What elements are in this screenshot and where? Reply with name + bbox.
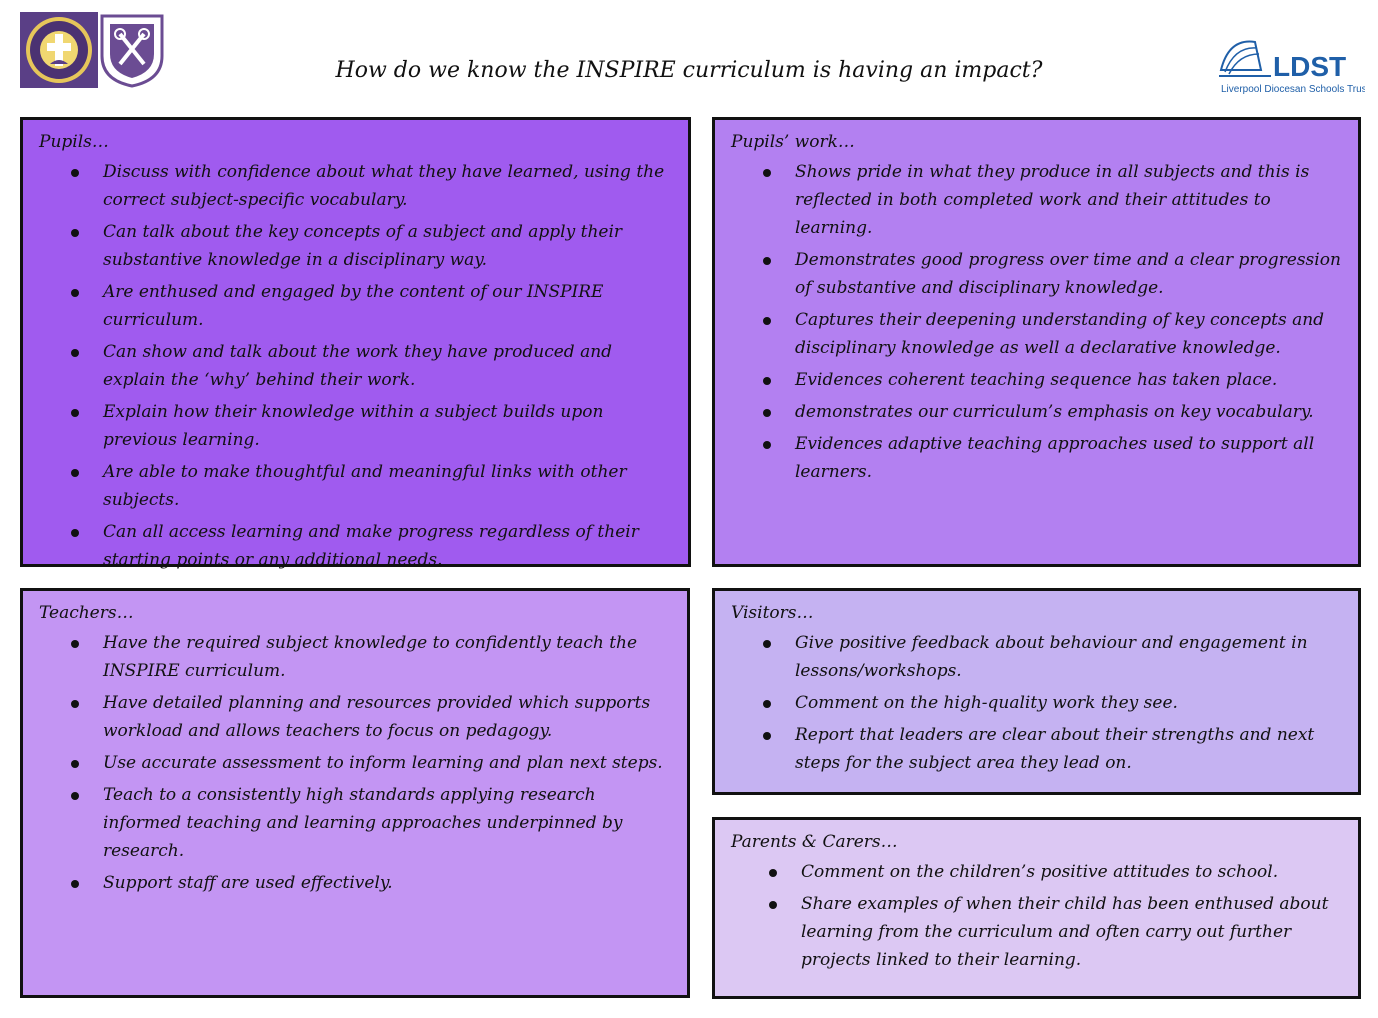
ldst-caption: Liverpool Diocesan Schools Trust: [1221, 84, 1365, 95]
parents-carers-title: Parents & Carers…: [731, 832, 898, 852]
list-item: [731, 858, 1342, 886]
parents-carers-list: [731, 858, 1342, 974]
list-item: [39, 398, 672, 454]
bullet-icon: [71, 529, 79, 537]
list-item-text: Report that leaders are clear about their strengths and next steps for the subject area they lead on.: [795, 725, 1315, 773]
list-item: [731, 890, 1342, 974]
pupils-work-list: [731, 158, 1342, 486]
pupils-panel: [20, 117, 691, 570]
list-item: [731, 158, 1342, 242]
list-item: [731, 430, 1342, 486]
pupils-list: [39, 158, 672, 574]
pupils-work-title: Pupils’ work…: [731, 132, 855, 152]
list-item-text: Evidences adaptive teaching approaches used to support all learners.: [795, 434, 1315, 482]
list-item-text: Discuss with confidence about what they have learned, using the correct subject-specific vocabulary.: [103, 162, 665, 210]
list-item-text: Captures their deepening understanding of key concepts and disciplinary knowledge as well a declarative knowledge.: [795, 310, 1325, 358]
bullet-icon: [763, 317, 771, 325]
list-item-text: Can show and talk about the work they have produced and explain the ‘why’ behind their work.: [103, 342, 613, 390]
list-item: [731, 629, 1342, 685]
list-item-text: Evidences coherent teaching sequence has taken place.: [795, 370, 1278, 390]
parents-carers-panel: [712, 817, 1361, 999]
list-item: [39, 158, 672, 214]
list-item-text: Teach to a consistently high standards applying research informed teaching and learning approaches underpinned by research.: [103, 785, 623, 861]
list-item: [731, 366, 1342, 394]
list-item: [731, 246, 1342, 302]
bullet-icon: [763, 409, 771, 417]
list-item-text: Share examples of when their child has been enthused about learning from the curriculum and often carry out further projects linked to their learning.: [801, 894, 1329, 970]
bullet-icon: [71, 289, 79, 297]
list-item-text: Support staff are used effectively.: [103, 873, 393, 893]
bullet-icon: [769, 901, 777, 909]
list-item: [39, 278, 672, 334]
bullet-icon: [71, 880, 79, 888]
list-item: [731, 398, 1342, 426]
list-item: [39, 781, 671, 865]
bullet-icon: [71, 229, 79, 237]
list-item-text: Explain how their knowledge within a subject builds upon previous learning.: [103, 402, 604, 450]
bullet-icon: [71, 640, 79, 648]
list-item: [731, 689, 1342, 717]
list-item-text: Are able to make thoughtful and meaningful links with other subjects.: [103, 462, 627, 510]
pupils-title: Pupils…: [39, 132, 109, 152]
bullet-icon: [71, 700, 79, 708]
list-item: [39, 749, 671, 777]
list-item-text: Have the required subject knowledge to confidently teach the INSPIRE curriculum.: [103, 633, 638, 681]
list-item-text: Can all access learning and make progress regardless of their starting points or any additional needs.: [103, 522, 639, 570]
list-item-text: Comment on the children’s positive attitudes to school.: [801, 862, 1279, 882]
teachers-title: Teachers…: [39, 603, 134, 623]
list-item: [39, 338, 672, 394]
list-item: [39, 629, 671, 685]
bullet-icon: [769, 869, 777, 877]
bullet-icon: [71, 169, 79, 177]
bullet-icon: [763, 640, 771, 648]
list-item: [39, 689, 671, 745]
list-item-text: Comment on the high-quality work they see.: [795, 693, 1178, 713]
list-item: [731, 721, 1342, 777]
bullet-icon: [763, 377, 771, 385]
teachers-list: [39, 629, 671, 897]
bullet-icon: [763, 169, 771, 177]
bullet-icon: [763, 441, 771, 449]
teachers-panel: [20, 588, 690, 998]
bullet-icon: [71, 760, 79, 768]
list-item-text: Use accurate assessment to inform learning and plan next steps.: [103, 753, 663, 773]
bullet-icon: [763, 732, 771, 740]
list-item: [731, 306, 1342, 362]
list-item-text: Have detailed planning and resources provided which supports workload and allows teachers to focus on pedagogy.: [103, 693, 651, 741]
ldst-wordmark: LDST: [1273, 51, 1347, 82]
list-item-text: Demonstrates good progress over time and a clear progression of substantive and disciplinary knowledge.: [795, 250, 1341, 298]
list-item-text: Are enthused and engaged by the content of our INSPIRE curriculum.: [103, 282, 604, 330]
list-item: [39, 518, 672, 574]
bullet-icon: [763, 700, 771, 708]
visitors-title: Visitors…: [731, 603, 814, 623]
list-item: [39, 869, 671, 897]
list-item-text: Can talk about the key concepts of a subject and apply their substantive knowledge in a disciplinary way.: [103, 222, 623, 270]
page-title: How do we know the INSPIRE curriculum is having an impact?: [335, 58, 1043, 83]
bullet-icon: [71, 792, 79, 800]
bullet-icon: [71, 349, 79, 357]
list-item: [39, 458, 672, 514]
list-item-text: Give positive feedback about behaviour and engagement in lessons/workshops.: [795, 633, 1308, 681]
visitors-panel: [712, 588, 1361, 795]
list-item-text: Shows pride in what they produce in all subjects and this is reflected in both completed work and their attitudes to learning.: [795, 162, 1310, 238]
bullet-icon: [763, 257, 771, 265]
list-item-text: demonstrates our curriculum’s emphasis on key vocabulary.: [795, 402, 1314, 422]
bullet-icon: [71, 409, 79, 417]
list-item: [39, 218, 672, 274]
visitors-list: [731, 629, 1342, 777]
pupils-work-panel: [712, 117, 1361, 567]
bullet-icon: [71, 469, 79, 477]
